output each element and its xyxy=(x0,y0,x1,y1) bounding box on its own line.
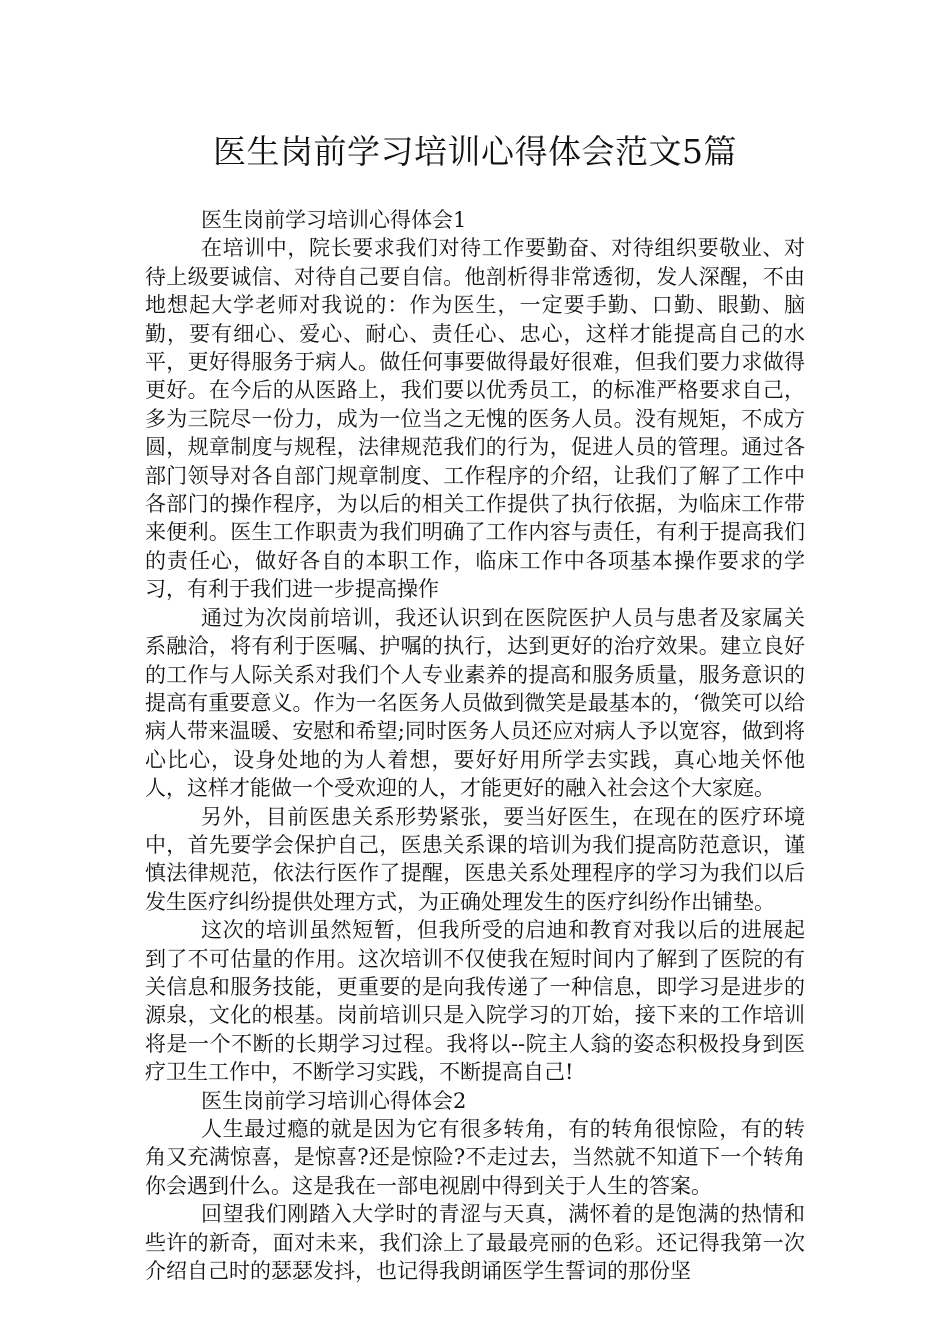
document-page xyxy=(145,128,805,1285)
article-section-1 xyxy=(145,206,805,1087)
paragraph: 人生最过瘾的就是因为它有很多转角，有的转角很惊险，有的转角又充满惊喜，是惊喜?还是惊险?不走过去，当然就不知道下一个转角你会遇到什么。这是我在一部电视剧中得到关于人生的答案。 xyxy=(145,1117,805,1198)
section-heading: 医生岗前学习培训心得体会1 xyxy=(201,208,467,232)
paragraph: 这次的培训虽然短暂，但我所受的启迪和教育对我以后的进展起到了不可估量的作用。这次培训不仅使我在短时间内了解到了医院的有关信息和服务技能，更重要的是向我传递了一种信息，即学习是进步的源泉，文化的根基。岗前培训只是入院学习的丌始，接下来的工作培训将是一个不断的长期学习过程。我将以--院主人翁的姿态积极投身到医疗卫生工作中，不断学习实践，不断提高自己! xyxy=(145,918,805,1085)
section-heading: 医生岗前学习培训心得体会2 xyxy=(201,1088,467,1113)
paragraph: 回望我们刚踏入大学时的青涩与天真，满怀着的是饱满的热情和些许的新奇，面对未来，我们涂上了最最亮丽的色彩。还记得我第一次介绍自己时的瑟瑟发抖，也记得我朗诵医学生誓词的那份坚 xyxy=(145,1202,805,1284)
paragraph: 在培训中，院长要求我们对待工作要勤奋、对待组织要敬业、对待上级要诚信、对待自己要自信。他剖析得非常透彻，发人深醒，不由地想起大学老师对我说的：作为医生，一定要手勤、口勤、眼勤、脑勤，要有细心、爱心、耐心、责任心、忠心，这样才能提高自己的水平，更好得服务于病人。做任何事要做得最好很难，但我们要力求做得更好。在今后的从医路上，我们要以优秀员工，的标准严格要求自己，多为三院尽一份力，成为一位当之无愧的医务人员。没有规矩，不成方圆，规章制度与规程，法律规范我们的行为，促进人员的管理。通过各部门领导对各自部门规章制度、工作程序的介绍，让我们了解了工作中各部门的操作程序，为以后的相关工作提供了执行依据，为临床工作带来便利。医生工作职责为我们明确了工作内容与责任，有利于提高我们的责任心，做好各自的本职工作，临床工作中各项基本操作要求的学习，有利于我们进一步提高操作 xyxy=(145,236,805,602)
paragraph: 通过为次岗前培训，我还认识到在医院医护人员与患者及家属关系融洽，将有利于医嘱、护嘱的执行，达到更好的治疗效果。建立良好的工作与人际关系对我们个人专业素养的提高和服务质量，服务意识的提高有重要意义。作为一名医务人员做到微笑是最基本的，‘微笑可以给病人带来温暖、安慰和希望;同时医务人员还应对病人予以宽容，做到将心比心，设身处地的为人着想，要好好用所学去实践，真心地关怀他人，这样才能做一个受欢迎的人，才能更好的融入社会这个大家庭。 xyxy=(145,605,805,801)
paragraph: 另外，目前医患关系形势紧张，要当好医生，在现在的医疗环境中，首先要学会保护自己，医患关系课的培训为我们提高防范意识，谨慎法律规范，依法行医作了提醒，医患关系处理程序的学习为我们以后发生医疗纠纷提供处理方式，为正确处理发生的医疗纠纷作出铺垫。 xyxy=(145,804,805,914)
article-section-2 xyxy=(145,1087,805,1286)
document-title: 医生岗前学习培训心得体会范文5篇 xyxy=(213,132,737,171)
